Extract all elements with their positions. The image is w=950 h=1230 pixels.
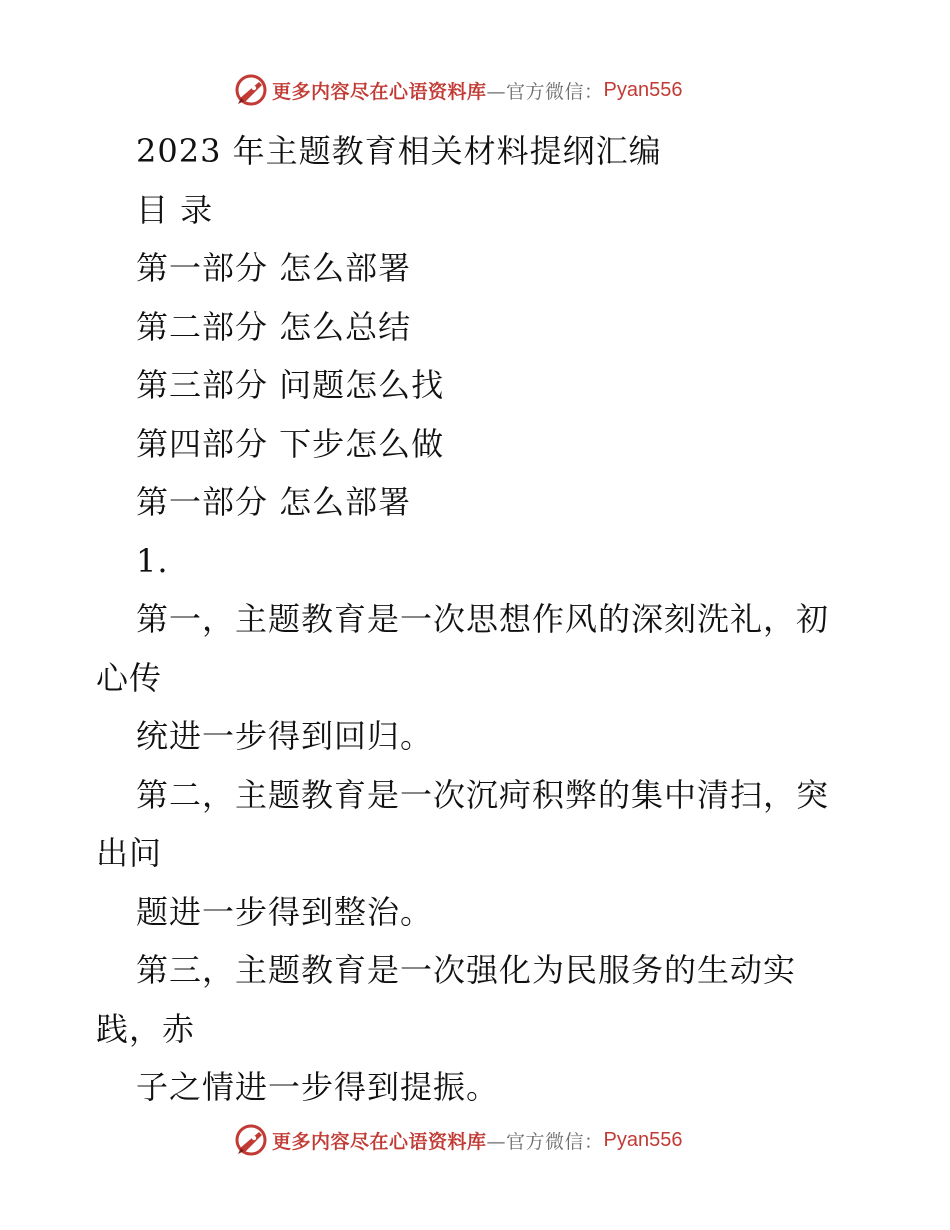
pen-nib-icon [234, 73, 268, 107]
watermark-account-id: Pyan556 [603, 78, 683, 101]
watermark-separator-text: —官方微信： [486, 80, 604, 103]
document-title: 2023 年主题教育相关材料提纲汇编 [136, 132, 662, 170]
toc-item: 第四部分 下步怎么做 [136, 424, 445, 463]
watermark-account-id: Pyan556 [603, 1128, 683, 1151]
toc-item: 第一部分 怎么部署 [136, 249, 412, 287]
item-number: 1. [136, 541, 169, 580]
watermark-footer [234, 1122, 683, 1158]
paragraph-line: 第一，主题教育是一次思想作风的深刻洗礼，初 [136, 600, 830, 638]
toc-item: 第三部分 问题怎么找 [136, 366, 445, 404]
paragraph-wrap-line: 心传 [96, 658, 163, 697]
paragraph-line: 子之情进一步得到提振。 [136, 1068, 500, 1106]
paragraph-line: 第二，主题教育是一次沉疴积弊的集中清扫，突 [136, 775, 830, 814]
toc-item: 第二部分 怎么总结 [136, 307, 412, 346]
paragraph-line: 统进一步得到回归。 [136, 717, 434, 755]
toc-heading: 目 录 [136, 190, 214, 229]
watermark-main-text: 更多内容尽在心语资料库 [272, 80, 487, 103]
paragraph-line: 题进一步得到整治。 [136, 892, 434, 931]
watermark-separator-text: —官方微信： [486, 1130, 604, 1153]
paragraph-wrap-line: 出问 [96, 834, 163, 872]
pen-nib-icon [234, 1123, 268, 1157]
watermark-main-text: 更多内容尽在心语资料库 [272, 1130, 487, 1153]
paragraph-line: 第三，主题教育是一次强化为民服务的生动实 [136, 951, 797, 989]
paragraph-wrap-line: 践，赤 [96, 1009, 196, 1048]
watermark-header [234, 72, 683, 108]
document-body [96, 122, 876, 1117]
section-heading: 第一部分 怎么部署 [136, 483, 412, 521]
